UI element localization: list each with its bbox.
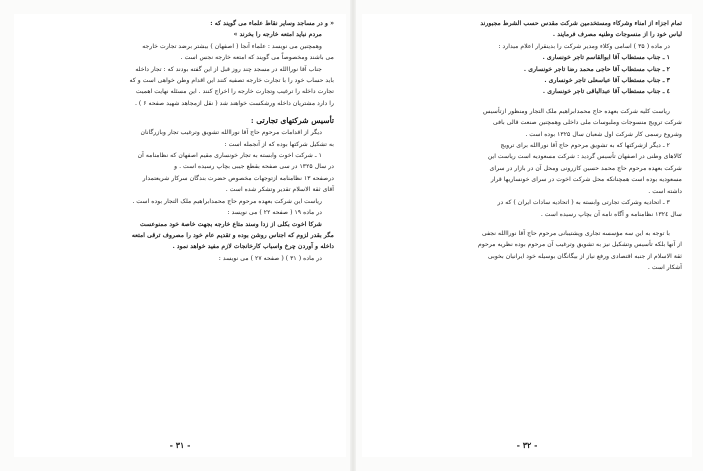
text-line: تجارت داخله را ترغیب وتجارت خارجه را اخراج کنند . این مسئله نهایت اهمیت (135, 88, 334, 96)
text-line: در ماده ۱۹ ( صفحه ۲۲ ) می نویسد : (227, 209, 322, 217)
text-line: ۳ ـ اتحادیه وشرکت تجارتی وابسته به ( اتحادیه سادات ایران ) که در (497, 199, 670, 207)
text-line: ریاست کلیه شرکت بعهده حاج محمدابراهیم ملک التجار ومنظور ازتأسیس (483, 107, 670, 115)
text-line: داخله و آوردن چرخ واسباب کارخانجات لازم مفید خواهد نمود . (172, 243, 334, 251)
section-heading: تأسیس شرکتهای تجارتی : (250, 116, 334, 126)
text-line: در ماده ( ۳۱ ) ( صفحه ۲۷ ) می نویسد : (218, 254, 322, 262)
text-line: دیگر از اقدامات مرحوم حاج آقا نوراالله تشویق وترغیب تجار وبازرگانان (140, 129, 322, 137)
text-line: لباس خود را از منسوجات وطنیه مصرف فرمایند . (552, 31, 682, 39)
text-line: آشکار است . (647, 264, 682, 272)
text-line: « و در مساجد وسایر نقاط علماء می گویند که : (210, 20, 334, 27)
text-line: ۱ ـ شرکت اخوت وابسته به تجار خونساری مقیم اصفهان که نظامنامه آن (137, 152, 322, 160)
text-line: جناب آقا نوراالله در مسجد چند روز قبل از این گفته بودند که : تجار داخله (135, 65, 322, 73)
text-line: ۲ ـ دیگر ازشرکتها که به تشویق مرحوم حاج آقا نوراالله برای ترویج (500, 142, 670, 150)
text-line: ثقة الاسلام از جنبه اقتصادی ورفع نیاز از بیگانگان بوسیله خود ایرانیان بخوبی (487, 252, 682, 260)
text-line: می باشند ومخصوصاً می گویند که امتعه خارجه نجس است . (180, 54, 334, 62)
text-line: ریاست این شرکت بعهده مرحوم حاج محمدابراهیم ملک التجار بوده است . (132, 197, 322, 205)
text-line: سال ۱۳۲٤ نظامنامه و آگاه نامه آن بچاپ رسیده است . (540, 210, 682, 218)
list-item: ۲ ـ جناب مستطاب آقا حاجی محمد رضا تاجر خونساری . (523, 65, 670, 73)
text-line: در ماده ( ۳۵ ) اسامی وکلاء ومدیر شرکت را بدینقرار اعلام میدارد : (498, 42, 670, 50)
text-line: با توجه به این سه مؤسسه تجاری وپشتیبانی مرحوم حاج آقا نوراالله نجفی (482, 229, 670, 237)
text-line: شرکت ترویج منسوجات وملبوسات ملی داخلی وهمچنین صنعت قالی بافی (493, 119, 682, 127)
text-line: مگر بقدر لزوم که اجناس روشن بوده و تقدیم عام خود را مصروف ترقی امتعه (131, 231, 334, 239)
text-line: آقای ثقة الاسلام تقدیر وتشکر شده است . (225, 186, 334, 194)
list-item: ۱ ـ جناب مستطاب آقا ابوالقاسم تاجر خونساری . (542, 54, 670, 62)
text-line: مردم نباید امتعه خارجه را بخرند » (233, 31, 322, 39)
list-item: ٤ ـ جناب مستطاب آقا عبدالباقی تاجر خونساری . (542, 88, 670, 96)
list-item: ۳ ـ جناب مستطاب آقا عباسعلی تاجر خونساری . (544, 77, 670, 85)
text-line: به تشکیل شرکتها بوده که از آنجمله است : (224, 140, 334, 148)
page-32 (362, 14, 692, 457)
page-31 (14, 14, 346, 457)
text-line: تمام اجزاء از امناء وشرکاء ومستخدمین شرکت مقدس حسب الشرط مجبورند (480, 20, 682, 27)
page-number: - ۳۲ - (516, 439, 538, 450)
text-line: شرکت بعهده مرحوم حاج محمد حسین کازرونی ومحل آن در بازار در سرای (489, 164, 682, 172)
text-line: را دارد مشتریان داخله ورشکست خواهند شد ( نقل ازمجاهد شهید صفحه ۶ ) . (134, 99, 334, 107)
text-line: وهمچنین می نویسد : علماء آنجا ( اصفهان ) بیشتر برضد تجارت خارجه (142, 42, 322, 50)
text-line: داشته است . (648, 187, 682, 195)
text-line: کالاهای وطنی در اصفهان تأسیس گردید : شرکت مسعودیه است ریاست این (487, 153, 682, 161)
text-line: وشروع رسمی کار شرکت اول شعبان سال ۱۳۲۵ بوده است . (525, 130, 682, 138)
text-line: در سال ۱۳۲۵ در سی صفحه بقطع جیبی بچاپ رسیده است . و (174, 163, 334, 171)
text-line: باید حساب خود را با تجارت خارجه تصفیه کنند این اقدام وطن خواهی است و که (129, 77, 334, 85)
text-line: مسعودیه بوده است همچنانکه محل شرکت اخوت در سرای خونساریها قرار (490, 176, 682, 184)
page-number: - ۳۱ - (169, 439, 191, 450)
text-line: درصفحه ۱۳ نظامنامه ازتوجهات مخصوص حضرت بندگان سرکار شریعتمدار (142, 174, 334, 182)
text-line: شرکا اخوت بکلی از زدا وسند متاع خارجه بجهت خاصة خود ممنوعست (139, 220, 322, 228)
book-gutter (350, 0, 356, 471)
text-line: از آنها بلکه تأسیس وتشکیل نیز به تشویق وترغیب آن مرحوم بوده نظریه مرحوم (478, 241, 682, 249)
